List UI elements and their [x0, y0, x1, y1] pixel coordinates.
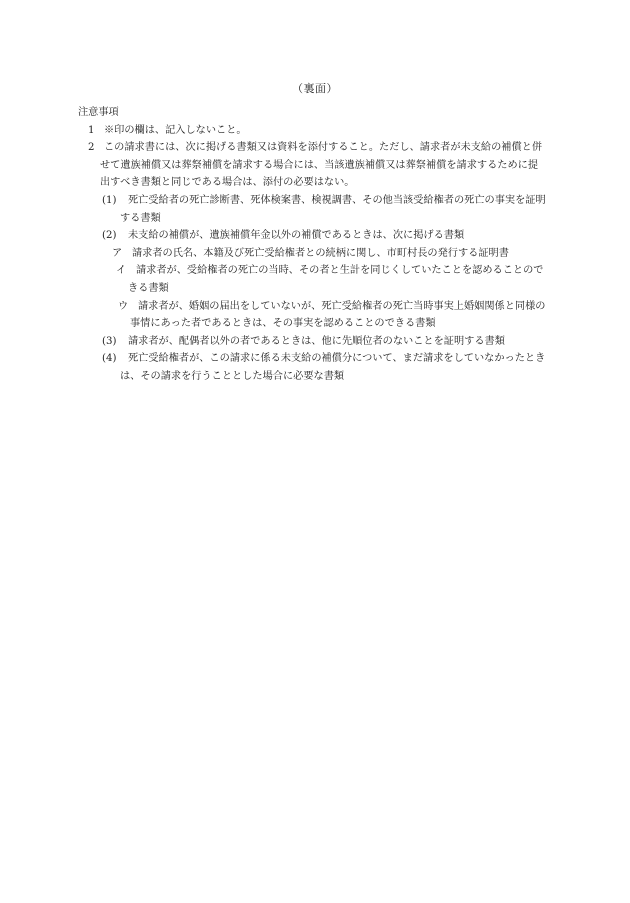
note-item-2	[78, 139, 548, 192]
sub-sub-item-marker: ア	[112, 247, 123, 259]
sub-sub-item-marker: イ	[116, 265, 127, 277]
sub-sub-item-i	[78, 262, 548, 297]
sub-item-number: (1)	[102, 194, 117, 206]
note-number: 1	[88, 124, 95, 136]
sub-item-text: 死亡受給権者が、この請求に係る未支給の補償分について、まだ請求をしていなかったときは、その請求を行うこととした場合に必要な書類	[120, 353, 546, 382]
sub-sub-item-u	[78, 298, 548, 333]
page-title: （裏面）	[292, 82, 338, 95]
sub-item-text: 死亡受給者の死亡診断書、死体検案書、検視調書、その他当該受給権者の死亡の事実を証明する書類	[120, 194, 546, 224]
sub-item-3	[78, 333, 548, 351]
sub-item-text: 請求者が、配偶者以外の者であるときは、他に先順位者のないことを証明する書類	[128, 335, 505, 347]
sub-item-text: 未支給の補償が、遺族補償年金以外の補償であるときは、次に掲げる書類	[128, 230, 465, 242]
sub-item-2	[78, 227, 548, 245]
sub-item-1	[78, 192, 548, 227]
sub-item-number: (2)	[102, 230, 117, 242]
sub-sub-item-text: 請求者が、婚姻の届出をしていないが、死亡受給権者の死亡当時事実上婚姻関係と同様の事情にあった者であるときは、その事実を認めることのできる書類	[130, 300, 546, 330]
note-item-1	[78, 122, 548, 140]
sub-sub-item-a	[78, 245, 548, 263]
sub-sub-item-text: 請求者の氏名、本籍及び死亡受給権者との続柄に関し、市町村長の発行する証明書	[132, 247, 509, 259]
sub-item-4	[78, 350, 548, 385]
note-text: この請求書には、次に掲げる書類又は資料を添付すること。ただし、請求者が未支給の補償と併せて遺族補償又は葬祭補償を請求する場合には、当該遺族補償又は葬祭補償を請求するために提出すべき書類と同じである場合は、添付の必要はない。	[100, 142, 543, 189]
notes-section	[78, 104, 548, 386]
sub-item-number: (3)	[102, 335, 117, 347]
sub-sub-item-marker: ウ	[118, 300, 129, 312]
notes-heading: 注意事項	[78, 107, 119, 118]
note-text: ※印の欄は、記入しないこと。	[104, 124, 247, 136]
sub-sub-item-text: 請求者が、受給権者の死亡の当時、その者と生計を同じくしていたことを認めることのできる書類	[128, 265, 544, 294]
sub-item-number: (4)	[102, 353, 117, 365]
note-number: 2	[88, 142, 95, 154]
